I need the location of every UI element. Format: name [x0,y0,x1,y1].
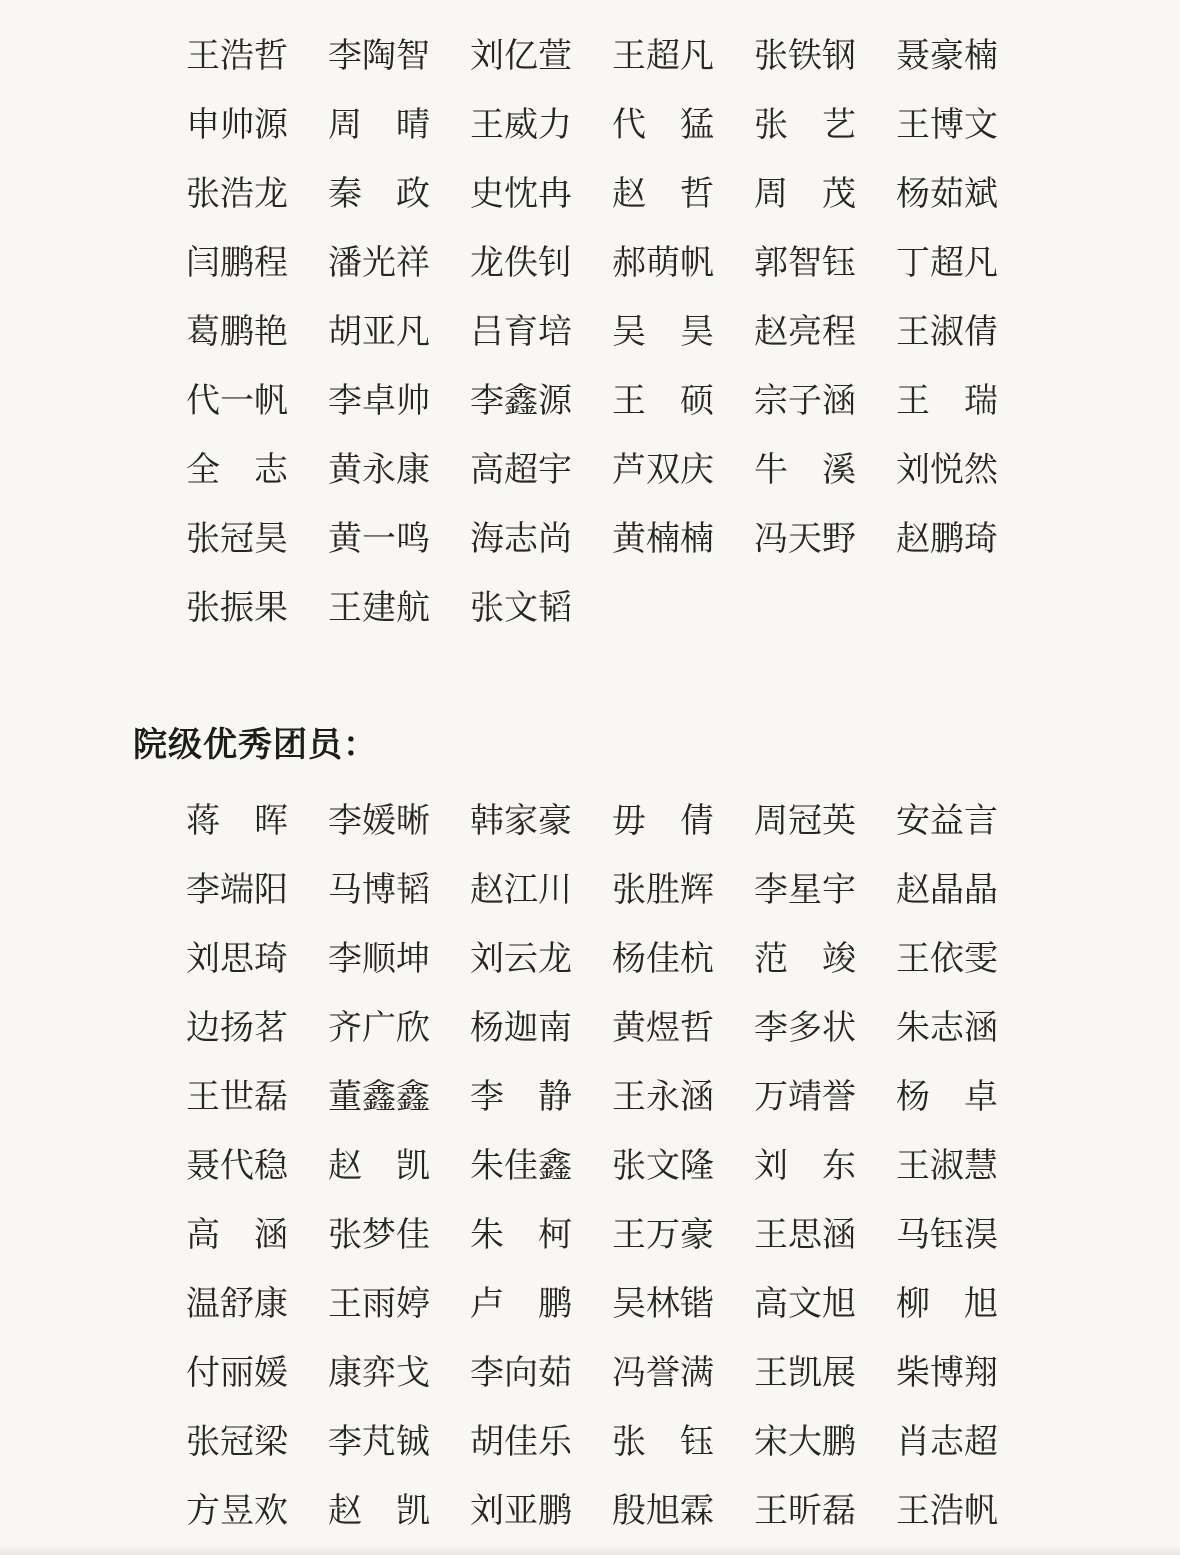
name-cell: 李媛晰 [328,803,430,840]
name-cell: 张梦佳 [328,1217,430,1254]
name-cell: 安益言 [896,803,998,840]
name-cell: 赵亮程 [754,314,856,351]
name-row [186,874,1180,908]
name-cell: 王瑞 [896,383,998,420]
name-cell: 宋大鹏 [754,1424,856,1461]
name-row [186,385,1180,419]
name-cell: 吴昊 [612,314,714,351]
name-cell: 马钰淏 [896,1217,998,1254]
section-name-grid [0,40,1180,626]
name-cell: 王雨婷 [328,1286,430,1323]
name-cell: 王浩帆 [896,1493,998,1530]
name-cell: 王依雯 [896,941,998,978]
name-cell: 柳旭 [896,1286,998,1323]
name-cell: 马博韬 [328,872,430,909]
name-cell: 刘东 [754,1148,856,1185]
name-cell: 牛溪 [754,452,856,489]
name-cell: 赵江川 [470,872,572,909]
name-cell: 冯誉满 [612,1355,714,1392]
name-cell: 付丽媛 [186,1355,288,1392]
name-cell: 李芃铖 [328,1424,430,1461]
name-cell: 刘思琦 [186,941,288,978]
name-cell: 朱佳鑫 [470,1148,572,1185]
name-cell: 史忱冉 [470,176,572,213]
name-row [186,943,1180,977]
name-cell: 王淑倩 [896,314,998,351]
name-row [186,454,1180,488]
name-cell: 海志尚 [470,521,572,558]
name-cell: 赵哲 [612,176,714,213]
name-cell: 万靖誉 [754,1079,856,1116]
name-cell: 王威力 [470,107,572,144]
name-cell: 韩家豪 [470,803,572,840]
name-row [186,40,1180,74]
name-cell: 聂豪楠 [896,38,998,75]
name-cell: 黄一鸣 [328,521,430,558]
name-cell: 王淑慧 [896,1148,998,1185]
name-cell: 代猛 [612,107,714,144]
name-cell: 张艺 [754,107,856,144]
name-cell: 冯天野 [754,521,856,558]
name-cell: 郝萌帆 [612,245,714,282]
name-row [186,247,1180,281]
name-cell: 张钰 [612,1424,714,1461]
name-cell: 齐广欣 [328,1010,430,1047]
name-cell: 蒋晖 [186,803,288,840]
name-cell: 王浩哲 [186,38,288,75]
name-cell: 赵凯 [328,1148,430,1185]
name-cell: 丁超凡 [896,245,998,282]
name-cell: 杨卓 [896,1079,998,1116]
name-cell: 方昱欢 [186,1493,288,1530]
name-cell: 柴博翔 [896,1355,998,1392]
name-row [186,1357,1180,1391]
name-cell: 李静 [470,1079,572,1116]
name-row [186,316,1180,350]
name-cell: 王万豪 [612,1217,714,1254]
name-cell: 张冠梁 [186,1424,288,1461]
name-cell: 朱志涵 [896,1010,998,1047]
name-cell: 王凯展 [754,1355,856,1392]
name-cell: 刘亚鹏 [470,1493,572,1530]
name-cell: 张文韬 [470,590,572,627]
name-cell: 代一帆 [186,383,288,420]
name-cell: 闫鹏程 [186,245,288,282]
name-cell: 毋倩 [612,803,714,840]
name-cell: 范竣 [754,941,856,978]
name-cell: 周晴 [328,107,430,144]
name-cell: 张文隆 [612,1148,714,1185]
name-cell: 周冠英 [754,803,856,840]
name-cell: 殷旭霖 [612,1493,714,1530]
name-row [186,1012,1180,1046]
name-cell: 吕育培 [470,314,572,351]
name-cell: 李向茹 [470,1355,572,1392]
name-cell: 王建航 [328,590,430,627]
name-row [186,178,1180,212]
name-cell: 杨茹斌 [896,176,998,213]
name-cell: 高超宇 [470,452,572,489]
name-cell: 郭智钰 [754,245,856,282]
name-cell: 温舒康 [186,1286,288,1323]
name-cell: 康弈戈 [328,1355,430,1392]
name-cell: 周茂 [754,176,856,213]
name-cell: 董鑫鑫 [328,1079,430,1116]
name-cell: 胡亚凡 [328,314,430,351]
name-cell: 王世磊 [186,1079,288,1116]
name-cell: 芦双庆 [612,452,714,489]
name-row [186,1426,1180,1460]
name-cell: 李顺坤 [328,941,430,978]
name-cell: 王昕磊 [754,1493,856,1530]
name-cell: 李鑫源 [470,383,572,420]
name-cell: 赵凯 [328,1493,430,1530]
name-cell: 张冠昊 [186,521,288,558]
name-cell: 赵鹏琦 [896,521,998,558]
name-cell: 龙佚钊 [470,245,572,282]
name-cell: 胡佳乐 [470,1424,572,1461]
name-cell: 聂代稳 [186,1148,288,1185]
name-cell: 杨佳杭 [612,941,714,978]
name-cell: 朱柯 [470,1217,572,1254]
name-cell: 宗子涵 [754,383,856,420]
name-cell: 王超凡 [612,38,714,75]
name-cell: 王思涵 [754,1217,856,1254]
name-row [186,1150,1180,1184]
name-cell: 王博文 [896,107,998,144]
name-cell: 刘悦然 [896,452,998,489]
name-cell: 潘光祥 [328,245,430,282]
name-row [186,592,1180,626]
name-cell: 张铁钢 [754,38,856,75]
name-row [186,1219,1180,1253]
name-cell: 张浩龙 [186,176,288,213]
name-cell: 王永涵 [612,1079,714,1116]
name-cell: 杨迦南 [470,1010,572,1047]
name-cell: 黄永康 [328,452,430,489]
section-name-grid [0,805,1180,1529]
name-cell: 吴林锴 [612,1286,714,1323]
name-cell: 李端阳 [186,872,288,909]
name-cell: 李星宇 [754,872,856,909]
name-cell: 黄楠楠 [612,521,714,558]
name-cell: 高文旭 [754,1286,856,1323]
name-cell: 秦政 [328,176,430,213]
name-cell: 李陶智 [328,38,430,75]
name-row [186,805,1180,839]
name-cell: 王硕 [612,383,714,420]
name-cell: 卢鹏 [470,1286,572,1323]
name-cell: 李卓帅 [328,383,430,420]
name-cell: 刘亿萱 [470,38,572,75]
name-cell: 高涵 [186,1217,288,1254]
name-cell: 边扬茗 [186,1010,288,1047]
name-row [186,1081,1180,1115]
name-cell: 赵晶晶 [896,872,998,909]
name-cell: 张胜辉 [612,872,714,909]
name-row [186,523,1180,557]
name-row [186,1288,1180,1322]
name-row [186,1495,1180,1529]
name-cell: 全志 [186,452,288,489]
name-cell: 葛鹏艳 [186,314,288,351]
name-cell: 肖志超 [896,1424,998,1461]
name-row [186,109,1180,143]
section-heading: 院级优秀团员： [133,726,378,764]
name-cell: 张振果 [186,590,288,627]
name-cell: 黄煜哲 [612,1010,714,1047]
name-cell: 申帅源 [186,107,288,144]
name-cell: 刘云龙 [470,941,572,978]
name-cell: 李多状 [754,1010,856,1047]
